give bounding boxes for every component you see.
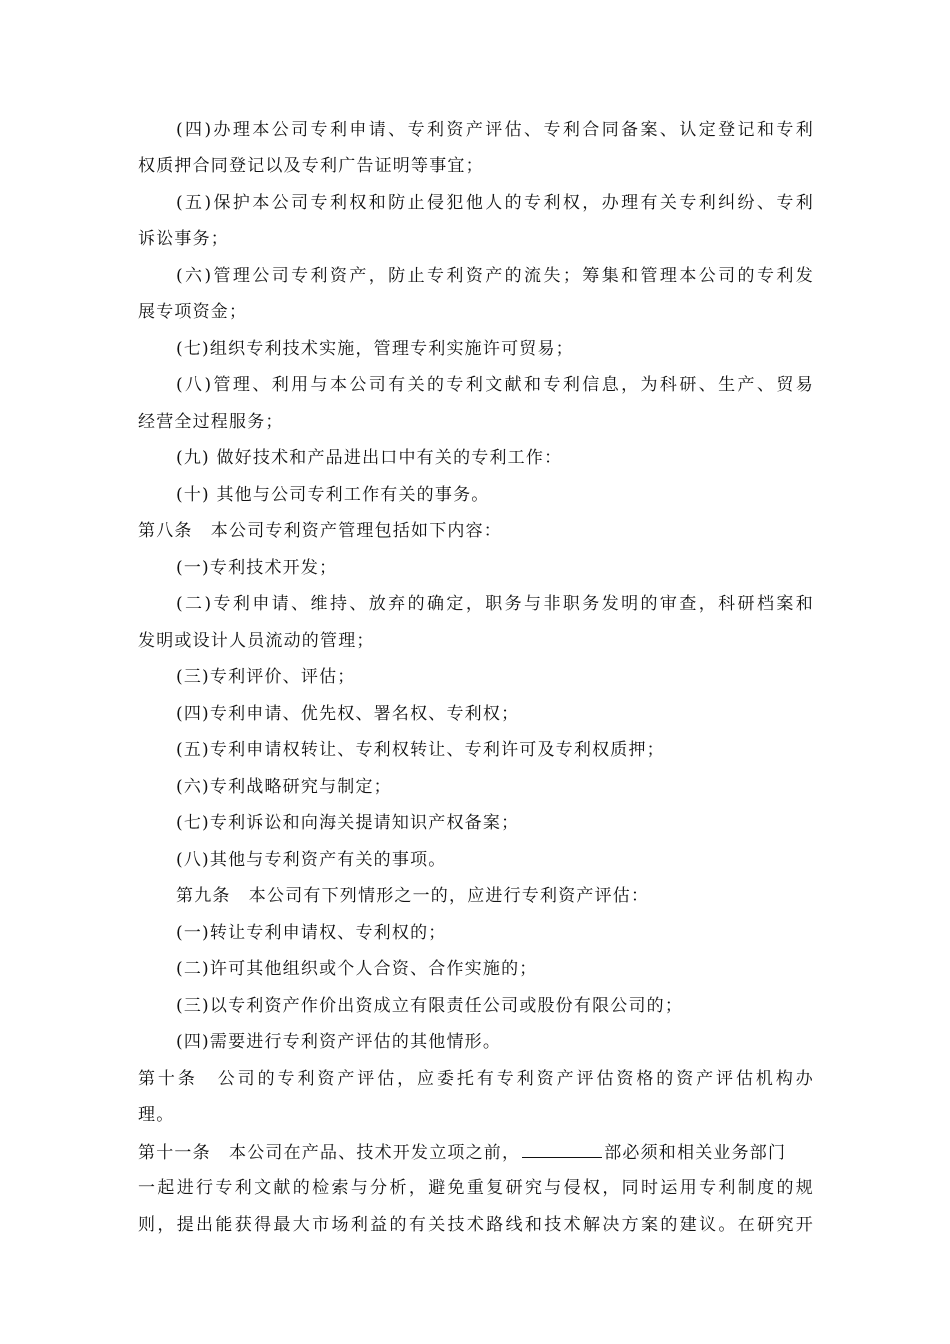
article-8-item-2-line-2: 发明或设计人员流动的管理； — [138, 631, 375, 651]
clause-7-item-7: (七)组织专利技术实施，管理专利实施许可贸易； — [176, 339, 574, 359]
fill-in-blank — [522, 1139, 602, 1158]
clause-7-item-8-line-2: 经营全过程服务； — [138, 412, 284, 432]
article-11-line-2: 一起进行专利文献的检索与分析，避免重复研究与侵权，同时运用专利制度的规 — [138, 1178, 814, 1198]
article-11-line-3: 则，提出能获得最大市场利益的有关技术路线和技术解决方案的建议。在研究开 — [138, 1215, 814, 1235]
clause-7-item-4-line-1: (四)办理本公司专利申请、专利资产评估、专利合同备案、认定登记和专利 — [176, 120, 814, 140]
article-8-item-7: (七)专利诉讼和向海关提请知识产权备案； — [176, 813, 520, 833]
article-9-item-4: (四)需要进行专利资产评估的其他情形。 — [176, 1032, 502, 1052]
article-10-line-2: 理。 — [138, 1105, 175, 1125]
article-8-item-8: (八)其他与专利资产有关的事项。 — [176, 850, 447, 870]
article-9-heading: 第九条 本公司有下列情形之一的，应进行专利资产评估： — [176, 886, 650, 906]
clause-7-item-5-line-1: (五)保护本公司专利权和防止侵犯他人的专利权，办理有关专利纠纷、专利 — [176, 193, 814, 213]
article-10-line-1: 第十条 公司的专利资产评估，应委托有专利资产评估资格的资产评估机构办 — [138, 1069, 814, 1089]
clause-7-item-9: (九) 做好技术和产品进出口中有关的专利工作： — [176, 448, 563, 468]
clause-7-item-6-line-1: (六)管理公司专利资产，防止专利资产的流失；筹集和管理本公司的专利发 — [176, 266, 814, 286]
clause-7-item-4-line-2: 权质押合同登记以及专利广告证明等事宜； — [138, 156, 484, 176]
clause-7-item-5-line-2: 诉讼事务； — [138, 229, 229, 249]
article-8-item-4: (四)专利申请、优先权、署名权、专利权； — [176, 704, 520, 724]
clause-7-item-10: (十) 其他与公司专利工作有关的事务。 — [176, 485, 490, 505]
article-11-line-1-end: 部必须和相关业务部门 — [604, 1143, 787, 1163]
article-8-item-2-line-1: (二)专利申请、维持、放弃的确定，职务与非职务发明的审查，科研档案和 — [176, 594, 814, 614]
article-8-item-6: (六)专利战略研究与制定； — [176, 777, 392, 797]
article-9-item-2: (二)许可其他组织或个人合资、合作实施的； — [176, 959, 538, 979]
article-8-item-3: (三)专利评价、评估； — [176, 667, 356, 687]
article-8-heading: 第八条 本公司专利资产管理包括如下内容： — [138, 521, 502, 541]
article-9-item-3: (三)以专利资产作价出资成立有限责任公司或股份有限公司的； — [176, 996, 684, 1016]
clause-7-item-6-line-2: 展专项资金； — [138, 302, 248, 322]
article-11-line-1-start: 第十一条 本公司在产品、技术开发立项之前， — [138, 1143, 521, 1163]
article-8-item-5: (五)专利申请权转让、专利权转让、专利许可及专利权质押； — [176, 740, 665, 760]
article-8-item-1: (一)专利技术开发； — [176, 558, 338, 578]
article-9-item-1: (一)转让专利申请权、专利权的； — [176, 923, 447, 943]
clause-7-item-8-line-1: (八)管理、利用与本公司有关的专利文献和专利信息，为科研、生产、贸易 — [176, 375, 814, 395]
article-11-line-1 — [138, 1139, 814, 1165]
